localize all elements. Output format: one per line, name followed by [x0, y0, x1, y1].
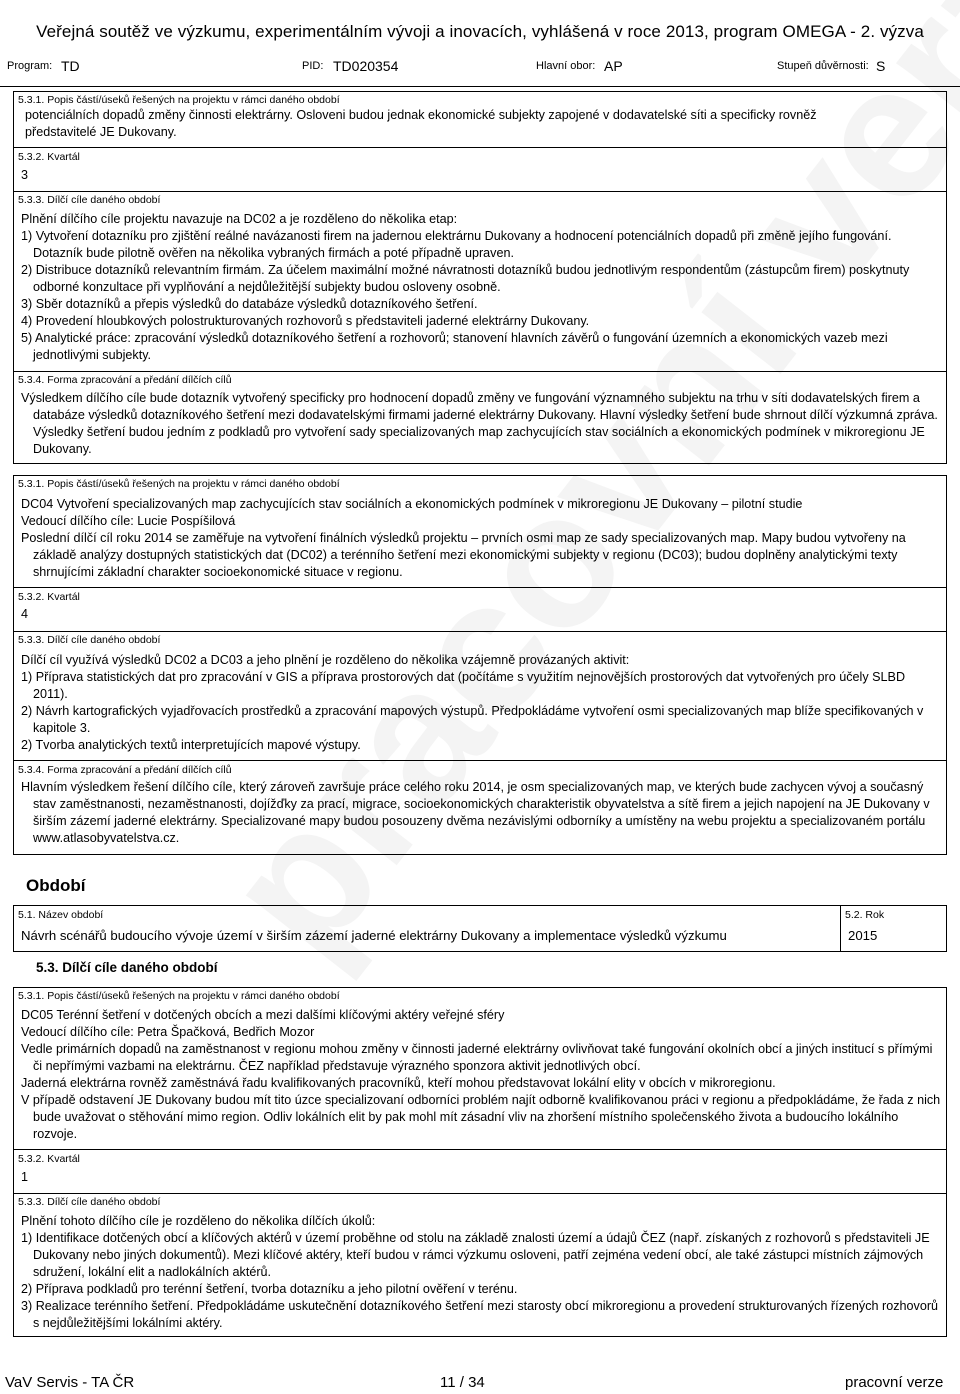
section-531-text: DC05 Terénní šetření v dotčených obcích a mezi dalšími klíčovými aktéry veřejné sféry Vedoucí dílčího cíle: Petra Špačková, Bedřich Mozor Vedle primárních dopadů na zaměstnanost v regionu mohou změny v činnosti jaderné elektrárny ovlivňovat také fungování okolních obcí a jiných institucí s přímými či nepřímými vazbami na elektrárnu. ČEZ například představuje výrazného sponzora aktivit jednotlivých obcí. Jaderná elektrárna rovněž zaměstnává řadu kvalifikovaných pracovníků, kteří mohou představovat lokální elity v obcích v mikroregionu. V případě odstavení JE Dukovany budou mít tito úzce specializovaní odborníci problém najít odborně kvalifikovanou práci v regionu a předpokládáme, že řada z nich bude uvažovat o stěhování mimo region. Odliv lokálních elit by pak mohl mít zásadní vliv na zhoršení místního společenského života a budoucího lokálního rozvoje.: [21, 1008, 941, 1141]
nazev-heading: 5.1. Název období: [18, 909, 104, 921]
section-534-text: Hlavním výsledkem řešení dílčího cíle, který zároveň završuje práce celého roku 2014, je osm specializovaných map, ve kterých bude zachycen vývoj a současný stav zaměstnanosti, nezaměstnanosti, dojížďky za prací, migrace, socioekonomických charakteristik obyvatelstva a sítě firem a jejich napojení na JE Dukovany v širším zázemí jaderné elektrárny. Specializované mapy budou posouzeny dvěma nezávislými odborníky a umístěny na webu projektu a specializovaném portálu www.atlasobyvatelstva.cz.: [21, 780, 930, 845]
kvartal-value: 4: [21, 607, 29, 621]
divider: [13, 371, 947, 372]
program-value: TD: [61, 58, 80, 74]
stupen-label: Stupeň důvěrnosti:: [777, 60, 869, 72]
section-532-heading: 5.3.2. Kvartál: [18, 151, 80, 163]
page-number: 11 / 34: [440, 1374, 485, 1391]
section-533-heading: 5.3.3. Dílčí cíle daného období: [18, 634, 161, 646]
divider: [13, 147, 947, 148]
section-534-text: Výsledkem dílčího cíle bude dotazník vytvořený specificky pro hodnocení dopadů změny ve fungování významného subjektu na trhu v síti dodavatelských firem a databáze výsledků dotazníkového šetření mezi dodavatelskými firmami jaderné elektrárny Dukovany. Hlavní výsledky šetření bude shrnout dílčí výzkumná zpráva. Výsledky šetření budou jedním z podkladů pro vytvoření sady specializovaných map zachycujících stav sociálních a ekonomických podmínek v mikroregionu JE Dukovany.: [21, 391, 938, 456]
section-533-text: Plnění tohoto dílčího cíle je rozděleno do několika dílčích úkolů: 1) Identifikace dotčených obcí a klíčových aktérů v území proběhne od stolu na základě znalosti území a údajů ČEZ (např. získaných z rozhovorů s představiteli JE Dukovany nebo jiných dokumentů). Mezi klíčové aktéry, kteří budou v rámci výzkumu osloveni, patří zejména vedení obcí, ale také zástupci místních zájmových sdružení, lokální elit a nadlokálních aktérů. 2) Příprava podkladů pro terénní šetření, tvorba dotazníku a jeho pilotní ověření v terénu. 3) Realizace terénního šetření. Předpokládáme uskutečnění dotazníkového šetření mezi starosty obcí mikroregionu a provedení strukturovaných řízených rozhovorů s nejdůležitějšími lokálními aktéry.: [21, 1214, 939, 1330]
rok-heading: 5.2. Rok: [845, 909, 885, 921]
footer-left: VaV Servis - TA ČR: [5, 1374, 135, 1391]
section-533-text: Plnění dílčího cíle projektu navazuje na DC02 a je rozděleno do několika etap: 1) Vytvoření dotazníku pro zjištění reálné navázanosti firem na jadernou elektrárnu Dukovany a hodnocení potenciálních dopadů při změně jejího fungování. Dotazník bude pilotně ověřen na několika vybraných firmách a poté případně upraven. 2) Distribuce dotazníků relevantním firmám. Za účelem maximální možné návratnosti dotazníků budou jednotlivým respondentům (zástupcům firem) poskytnuty odborné konzultace při vyplňování a nejdůležitější subjekty budou osloveny osobně. 3) Sběr dotazníků a přepis výsledků do databáze výsledků dotazníkového šetření. 4) Provedení hloubkových polostrukturovaných rozhovorů s představiteli jaderné elektrárny Dukovany. 5) Analytické práce: zpracování výsledků dotazníkového šetření a rozhovorů; stanovení hlavních závěrů o fungování územních a ekonomických vazeb mezi jednotlivými subjekty.: [21, 212, 910, 362]
divider: [13, 191, 947, 192]
section-532-heading: 5.3.2. Kvartál: [18, 1153, 80, 1165]
section-533-text: Dílčí cíl využívá výsledků DC02 a DC03 a jeho plnění je rozděleno do několika vzájemně provázaných aktivit: 1) Příprava statistických dat pro zpracování v GIS a příprava prostorových dat (počítáme s využitím nejnovějších prostorových dat vytvořených pro účely SLBD 2011). 2) Návrh kartografických vyjadřovacích prostředků a zpracování mapových výstupů. Předpokládáme vytvoření osmi specializovaných map blíže specifikovaných v kapitole 3. 2) Tvorba analytických textů interpretujících mapové výstupy.: [21, 653, 924, 752]
section-532-heading: 5.3.2. Kvartál: [18, 591, 80, 603]
footer-right: pracovní verze: [845, 1374, 944, 1391]
section-531-text: potenciálních dopadů změny činnosti elektrárny. Osloveni budou jednak ekonomické subjekty zapojené v dodavatelské síti a specificky rovněž představitelé JE Dukovany.: [25, 108, 817, 139]
obdobi-title: Období: [26, 876, 86, 895]
divider: [13, 1193, 947, 1194]
divider: [13, 631, 947, 632]
divider: [13, 1149, 947, 1150]
program-bar: [0, 50, 960, 87]
pid-label: PID:: [302, 60, 324, 72]
section-533-heading: 5.3.3. Dílčí cíle daného období: [18, 1196, 161, 1208]
stupen-value: S: [876, 58, 886, 74]
pid-value: TD020354: [333, 58, 399, 74]
divider: [13, 760, 947, 761]
section-531-heading: 5.3.1. Popis částí/úseků řešených na projektu v rámci daného období: [18, 94, 340, 106]
divider: [840, 905, 841, 952]
section-534-heading: 5.3.4. Forma zpracování a předání dílčích cílů: [18, 764, 232, 776]
section-534-heading: 5.3.4. Forma zpracování a předání dílčích cílů: [18, 374, 232, 386]
page-title: Veřejná soutěž ve výzkumu, experimentálním vývoji a inovacích, vyhlášená v roce 2013, program OMEGA - 2. výzva: [36, 22, 924, 41]
section-531-heading: 5.3.1. Popis částí/úseků řešených na projektu v rámci daného období: [18, 990, 340, 1002]
section-531-text: DC04 Vytvoření specializovaných map zachycujících stav sociálních a ekonomických podmínek v mikroregionu JE Dukovany – pilotní studie Vedoucí dílčího cíle: Lucie Pospíšilová Poslední dílčí cíl roku 2014 se zaměřuje na vytvoření finálních výsledků projektu – prvních osmi map ze sady specializovaných map. Mapy budou vytvořeny na základě analýzy dostupných statistických dat (DC02) a terénního šetření mezi ekonomickými subjekty v regionu (DC03); budou doplněny analytickými texty shrnujícími základní charakter socioekonomické situace v regionu.: [21, 497, 906, 579]
obor-value: AP: [604, 58, 623, 74]
nazev-value: Návrh scénářů budoucího vývoje území v širším zázemí jaderné elektrárny Dukovany a implementace výsledků výzkumu: [21, 928, 727, 943]
divider: [13, 587, 947, 588]
obor-label: Hlavní obor:: [536, 60, 596, 72]
kvartal-value: 3: [21, 168, 29, 182]
kvartal-value: 1: [21, 1170, 29, 1184]
rok-value: 2015: [848, 928, 878, 943]
dilci-cile-title: 5.3. Dílčí cíle daného období: [36, 960, 218, 975]
section-531-heading: 5.3.1. Popis částí/úseků řešených na projektu v rámci daného období: [18, 478, 340, 490]
program-label: Program:: [7, 60, 53, 72]
section-533-heading: 5.3.3. Dílčí cíle daného období: [18, 194, 161, 206]
